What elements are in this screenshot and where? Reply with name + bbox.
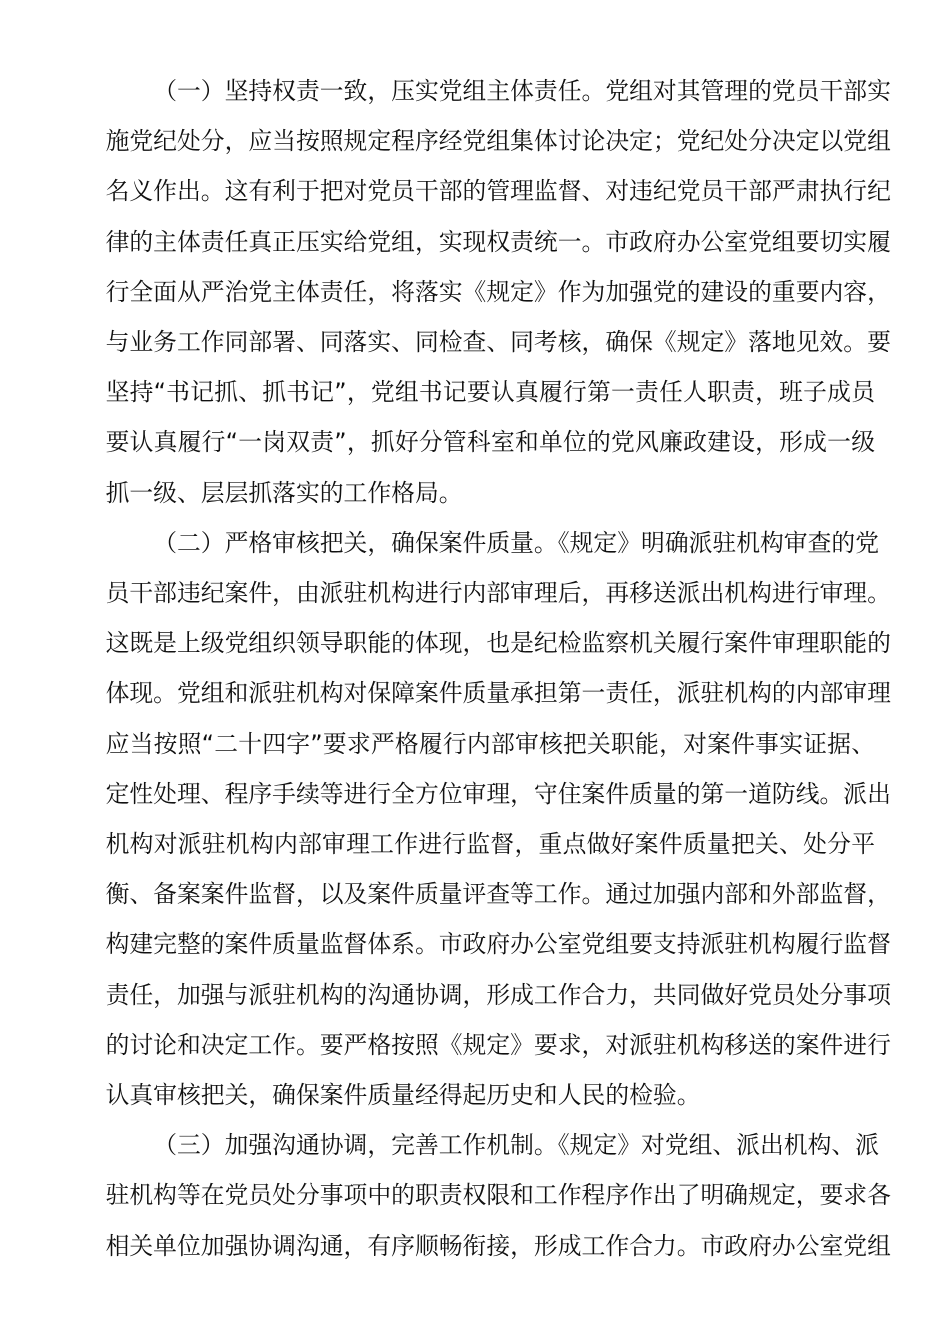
- text-line: 体现。党组和派驻机构对保障案件质量承担第一责任，派驻机构的内部审理: [105, 679, 891, 708]
- text-line: 这既是上级党组织领导职能的体现，也是纪检监察机关履行案件审理职能的: [105, 629, 891, 658]
- text-line: 责任，加强与派驻机构的沟通协调，形成工作合力，共同做好党员处分事项: [105, 980, 891, 1009]
- document-page: [58, 66, 891, 1271]
- text-line: 律的主体责任真正压实给党组，实现权责统一。市政府办公室党组要切实履: [105, 227, 891, 256]
- text-line: 名义作出。这有利于把对党员干部的管理监督、对违纪党员干部严肃执行纪: [105, 177, 891, 206]
- text-line: 的讨论和决定工作。要严格按照《规定》要求，对派驻机构移送的案件进行: [105, 1030, 891, 1059]
- text-line: 抓一级、层层抓落实的工作格局。: [105, 478, 463, 507]
- paragraph-1: [58, 66, 891, 518]
- paragraph-2: [58, 518, 891, 1120]
- text-line: （二）严格审核把关，确保案件质量。《规定》明确派驻机构审查的党: [153, 528, 879, 557]
- text-line: 相关单位加强协调沟通，有序顺畅衔接，形成工作合力。市政府办公室党组: [105, 1231, 891, 1260]
- text-line: （一）坚持权责一致，压实党组主体责任。党组对其管理的党员干部实: [153, 77, 891, 105]
- text-line: 认真审核把关，确保案件质量经得起历史和人民的检验。: [105, 1081, 701, 1110]
- paragraph-3: [58, 1120, 891, 1271]
- text-line: 坚持“书记抓、抓书记”，党组书记要认真履行第一责任人职责，班子成员: [105, 378, 875, 407]
- text-line: 应当按照“二十四字”要求严格履行内部审核把关职能，对案件事实证据、: [105, 729, 875, 758]
- text-line: 驻机构等在党员处分事项中的职责权限和工作程序作出了明确规定，要求各: [105, 1181, 891, 1210]
- text-line: （三）加强沟通协调，完善工作机制。《规定》对党组、派出机构、派: [153, 1131, 879, 1160]
- text-line: 定性处理、程序手续等进行全方位审理，守住案件质量的第一道防线。派出: [105, 779, 891, 808]
- text-line: 员干部违纪案件，由派驻机构进行内部审理后，再移送派出机构进行审理。: [105, 579, 891, 608]
- text-line: 构建完整的案件质量监督体系。市政府办公室党组要支持派驻机构履行监督: [105, 930, 891, 959]
- text-line: 要认真履行“一岗双责”，抓好分管科室和单位的党风廉政建设，形成一级: [105, 428, 875, 457]
- text-line: 机构对派驻机构内部审理工作进行监督，重点做好案件质量把关、处分平: [105, 830, 875, 859]
- text-line: 施党纪处分，应当按照规定程序经党组集体讨论决定；党纪处分决定以党组: [105, 127, 891, 156]
- text-line: 与业务工作同部署、同落实、同检查、同考核，确保《规定》落地见效。要: [105, 328, 891, 357]
- text-line: 行全面从严治党主体责任，将落实《规定》作为加强党的建设的重要内容，: [105, 277, 891, 306]
- text-line: 衡、备案案件监督，以及案件质量评查等工作。通过加强内部和外部监督，: [105, 880, 891, 909]
